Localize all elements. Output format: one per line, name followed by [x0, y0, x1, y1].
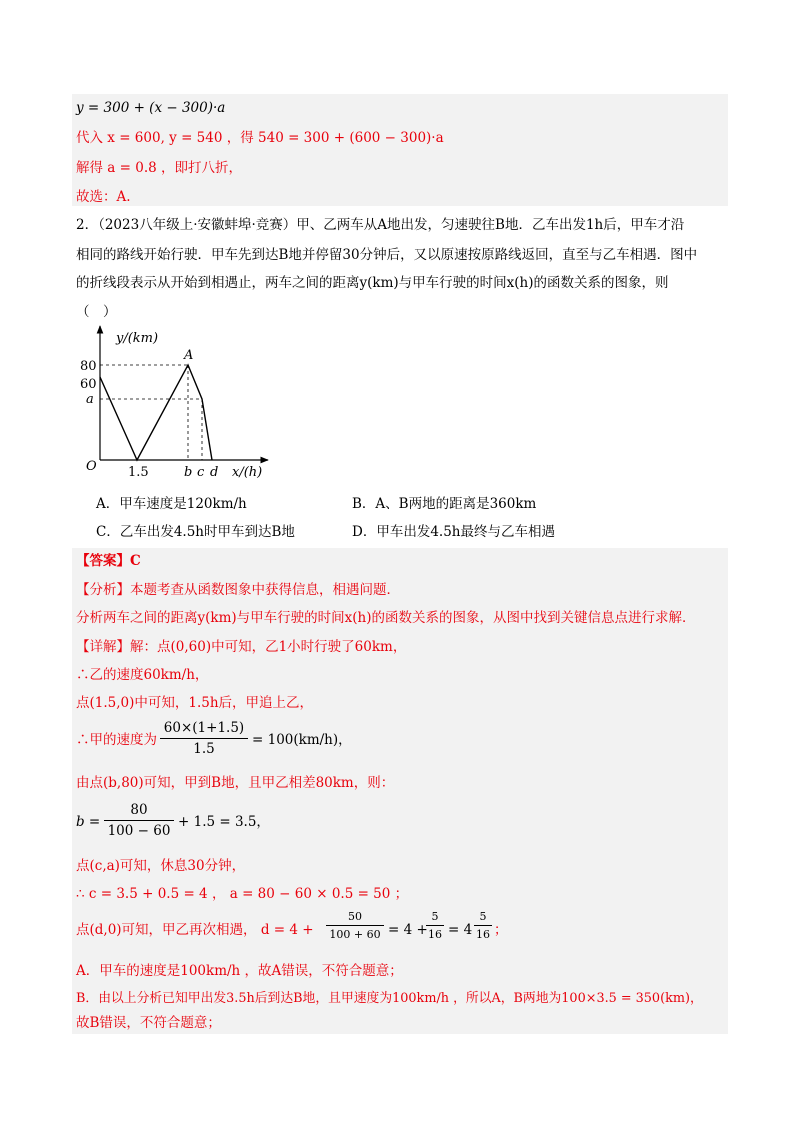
- top-formula: y = 300 + (x − 300)·a: [76, 100, 226, 116]
- detail-line-5: 由点(b,80)可知，甲到B地，且甲乙相差80km，则：: [76, 775, 395, 791]
- d-fraction-2: [426, 908, 444, 943]
- ytick-80: 80: [80, 359, 97, 374]
- speed-fraction: [160, 718, 248, 759]
- ytick-a: a: [86, 392, 94, 407]
- detail-line-12: 故B错误，不符合题意；: [76, 1015, 221, 1031]
- graph-polyline: [100, 365, 212, 460]
- analysis-detail: 分析两车之间的距离y(km)与甲车行驶的时间x(h)的函数关系的图象，从图中找到关键信息点进行求解．: [76, 610, 696, 626]
- d-fraction-3: [474, 908, 492, 943]
- option-c: C．乙车出发4.5h时甲车到达B地: [96, 524, 295, 540]
- b-prefix: b =: [76, 814, 101, 830]
- speed-numerator: 60×(1+1.5): [160, 718, 248, 739]
- detail-line-8: ∴ c = 3.5 + 0.5 = 4 ， a = 80 − 60 × 0.5 = 50 ；: [76, 886, 409, 902]
- answer-label: 【答案】C: [76, 553, 141, 569]
- d-denominator-1: 100 + 60: [329, 928, 381, 941]
- option-a: A．甲车速度是120km/h: [96, 496, 247, 512]
- speed-denominator: 1.5: [193, 741, 215, 757]
- top-solve: 解得 a = 0.8 ，即打八折，: [76, 160, 242, 176]
- speed-suffix: = 100(km/h)，: [252, 732, 352, 748]
- b-suffix: + 1.5 = 3.5，: [178, 814, 270, 830]
- detail-line-2: ∴乙的速度60km/h，: [76, 667, 209, 683]
- detail-line-1: 【详解】解：点(0,60)中可知，乙1小时行驶了60km，: [76, 639, 407, 655]
- d-fraction-1: [326, 908, 384, 943]
- point-a-label: A: [184, 348, 194, 363]
- b-numerator: 80: [104, 800, 174, 821]
- question-line-4: （ ）: [76, 304, 117, 320]
- xtick-b: b: [184, 465, 193, 480]
- distance-time-graph: [72, 322, 302, 482]
- detail-line-10: A．甲车的速度是100km/h ，故A错误，不符合题意；: [76, 963, 403, 979]
- origin-label: O: [86, 459, 97, 474]
- y-axis-label: y/(km): [116, 331, 159, 346]
- top-substitute: 代入 x = 600, y = 540 ，得 540 = 300 + (600 − 300)·a: [76, 130, 444, 146]
- ytick-60: 60: [80, 377, 97, 392]
- xtick-1-5: 1.5: [128, 465, 149, 480]
- xtick-c: c: [197, 465, 205, 480]
- question-line-2: 相同的路线开始行驶．甲车先到达B地并停留30分钟后，又以原速按原路线返回，直至与乙车相遇．图中: [76, 247, 698, 263]
- d-prefix: 点(d,0)可知，甲乙再次相遇， d = 4 +: [76, 922, 314, 938]
- speed-prefix: ∴甲的速度为: [76, 732, 157, 748]
- question-line-1: 2．（2023八年级上·安徽蚌埠·竞赛）甲、乙两车从A地出发，匀速驶往B地．乙车出发1h后，甲车才沿: [76, 217, 685, 233]
- d-mid: = 4 +: [388, 922, 428, 938]
- analysis-line: 【分析】本题考查从函数图象中获得信息，相遇问题．: [76, 582, 400, 598]
- d-end: ；: [494, 922, 508, 938]
- d-numerator-2: 5: [426, 908, 444, 926]
- d-denominator-3: 16: [476, 928, 490, 941]
- question-line-3: 的折线段表示从开始到相遇止，两车之间的距离y(km)与甲车行驶的时间x(h)的函数关系的图象，则: [76, 275, 669, 291]
- d-numerator-1: 50: [326, 908, 384, 926]
- detail-line-3: 点(1.5,0)中可知，1.5h后，甲追上乙，: [76, 695, 314, 711]
- top-choice: 故选：A.: [76, 189, 131, 205]
- detail-line-7: 点(c,a)可知，休息30分钟，: [76, 858, 246, 874]
- d-denominator-2: 16: [428, 928, 442, 941]
- option-b: B．A、B两地的距离是360km: [352, 496, 537, 512]
- d-equals: = 4: [448, 922, 473, 938]
- d-numerator-3: 5: [474, 908, 492, 926]
- xtick-d: d: [210, 465, 219, 480]
- x-axis-label: x/(h): [232, 465, 263, 480]
- b-fraction: [104, 800, 174, 841]
- detail-line-11: B．由以上分析已知甲出发3.5h后到达B地，且甲速度为100km/h ，所以A，B两地为100×3.5 = 350(km)，: [76, 991, 703, 1006]
- option-d: D．甲车出发4.5h最终与乙车相遇: [352, 524, 555, 540]
- b-denominator: 100 − 60: [107, 823, 171, 839]
